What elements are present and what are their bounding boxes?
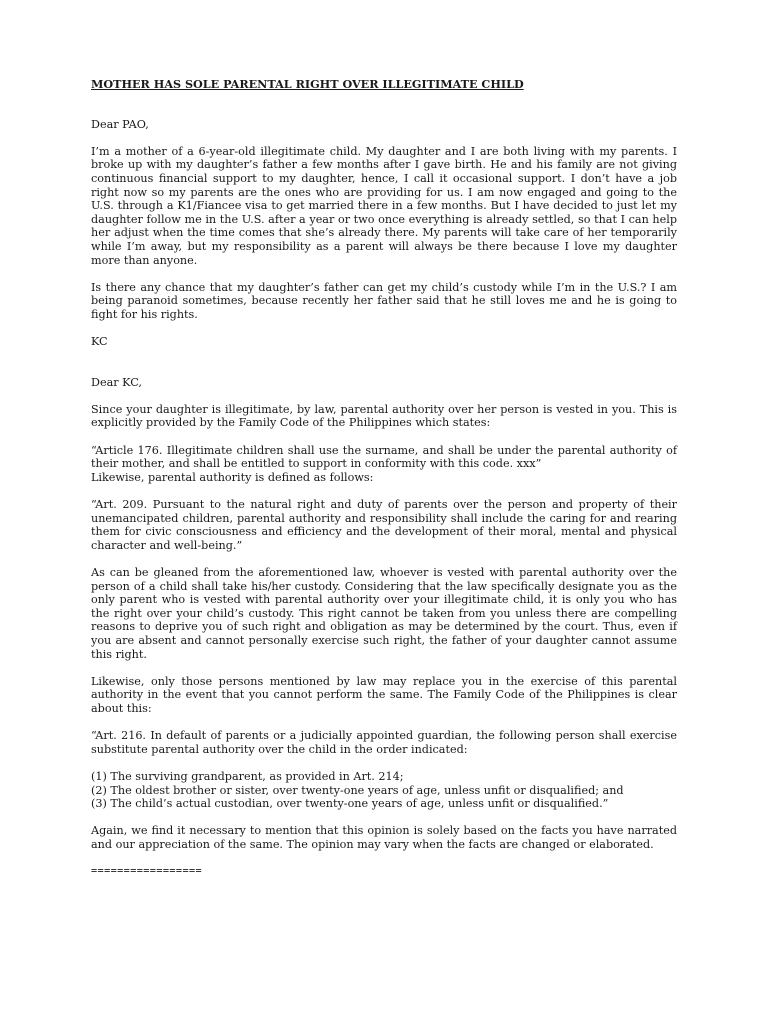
document-page xyxy=(91,78,677,879)
article-216-quote: “Art. 216. In default of parents or a judicially appointed guardian, the following person shall exercise substitute parental authority over the child in the order indicated: xyxy=(91,729,677,756)
article-209-quote: “Art. 209. Pursuant to the natural right and duty of parents over the person and property of their unemancipated children, parental authority and responsibility shall include the caring for and rearing them for civic consciousness and efficiency and the development of their moral, mental and physical character and well-being.” xyxy=(91,498,677,552)
reply-paragraph-4: Again, we find it necessary to mention that this opinion is solely based on the facts you have narrated and our appreciation of the same. The opinion may vary when the facts are changed or elaborated. xyxy=(91,824,677,851)
reply-salutation: Dear KC, xyxy=(91,375,142,389)
list-item: (1) The surviving grandparent, as provided in Art. 214; xyxy=(91,769,404,783)
reply-paragraph-1: Since your daughter is illegitimate, by law, parental authority over her person is vested in you. This is explicitly provided by the Family Code of the Philippines which states: xyxy=(91,402,677,430)
reply-paragraph-3: Likewise, only those persons mentioned by law may replace you in the exercise of this parental authority in the event that you cannot perform the same. The Family Code of the Philippines is clear about this: xyxy=(91,674,677,715)
article-176-quote: “Article 176. Illegitimate children shall use the surname, and shall be under the parental authority of their mother, and shall be entitled to support in conformity with this code. xxx” xyxy=(91,443,677,471)
section-divider: ================= xyxy=(91,866,203,878)
document-title: MOTHER HAS SOLE PARENTAL RIGHT OVER ILLEGITIMATE CHILD xyxy=(91,77,524,91)
reply-paragraph-2: As can be gleaned from the aforementioned law, whoever is vested with parental authority over the person of a child shall take his/her custody. Considering that the law specifically designate you as the only parent who is vested with parental authority over your illegitimate child, it is only you who has the right over your child’s custody. This right cannot be taken from you unless there are compelling reasons to deprive you of such right and obligation as may be determined by the court. Thus, even if you are absent and cannot personally exercise such right, the father of your daughter cannot assume this right. xyxy=(91,566,677,661)
list-item: (3) The child’s actual custodian, over twenty-one years of age, unless unfit or disqualified.” xyxy=(91,797,609,811)
list-item: (2) The oldest brother or sister, over twenty-one years of age, unless unfit or disqualified; and xyxy=(91,783,624,797)
letter-paragraph-2: Is there any chance that my daughter’s father can get my child’s custody while I’m in the U.S.? I am being paranoid sometimes, because recently her father said that he still loves me and he is going to fight for his rights. xyxy=(91,280,677,321)
letter-salutation: Dear PAO, xyxy=(91,117,149,131)
parental-authority-intro: Likewise, parental authority is defined as follows: xyxy=(91,470,374,484)
letter-signature: KC xyxy=(91,335,108,349)
letter-paragraph-1: I’m a mother of a 6-year-old illegitimate child. My daughter and I are both living with my parents. I broke up with my daughter’s father a few months after I gave birth. He and his family are not giving continuous financial support to my daughter, hence, I call it occasional support. I don’t have a job right now so my parents are the ones who are providing for us. I am now engaged and going to the U.S. through a K1/Fiancee visa to get married there in a few months. But I have decided to just let my daughter follow me in the U.S. after a year or two once everything is already settled, so that I can help her adjust when the time comes that she’s already there. My parents will take care of her temporarily while I’m away, but my responsibility as a parent will always be there because I love my daughter more than anyone. xyxy=(91,144,677,267)
substitute-authority-list xyxy=(91,770,677,811)
